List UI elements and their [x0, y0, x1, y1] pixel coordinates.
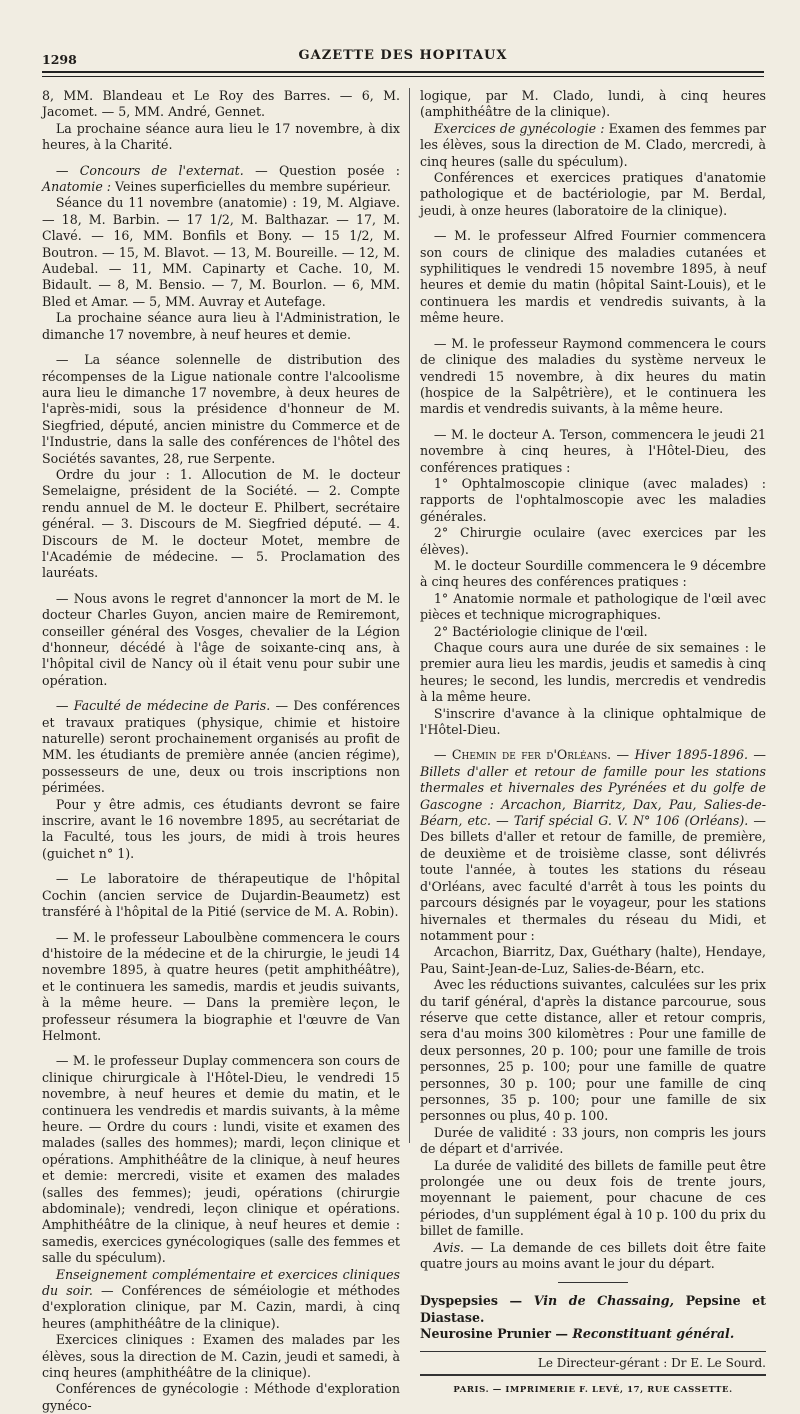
paragraph: — Faculté de médecine de Paris. — Des conférences et travaux pratiques (physique, chimie et histoire naturelle) seront prochainement organisés au profit de MM. les étudiants de première année (ancien régime), possesseurs de une, deux ou trois inscriptions non périmées.: [42, 698, 400, 796]
page-number: 1298: [42, 52, 77, 67]
paragraph: La prochaine séance aura lieu le 17 novembre, à dix heures, à la Charité.: [42, 120, 400, 153]
paragraph: Conférences et exercices pratiques d'anatomie pathologique et de bactériologie, par M. Berdal, jeudi, à onze heures (laboratoire de la clinique).: [420, 170, 766, 218]
director-signature: Le Directeur-gérant : Dr E. Le Sourd.: [420, 1351, 766, 1376]
paragraph: 1° Ophtalmoscopie clinique (avec malades) : rapports de l'ophtalmoscopie avec les maladies générales.: [420, 475, 766, 524]
paragraph: La durée de validité des billets de famille peut être prolongée une ou deux fois de trente jours, moyennant le paiement, pour chacune de ces périodes, d'un supplément égal à 10 p. 100 du prix du billet de famille.: [420, 1157, 766, 1239]
paragraph: Arcachon, Biarritz, Dax, Guéthary (halte), Hendaye, Pau, Saint-Jean-de-Luz, Salies-de-Béarn, etc.: [420, 944, 766, 976]
paragraph: 1° Anatomie normale et pathologique de l'œil avec pièces et technique micrographiques.: [420, 590, 766, 623]
paragraph: — Le laboratoire de thérapeutique de l'hôpital Cochin (ancien service de Dujardin-Beaumetz) est transféré à l'hôpital de la Pitié (service de M. A. Robin).: [42, 871, 400, 920]
advertisement-line: Dyspepsies — Vin de Chassaing, Pepsine et Diastase.: [420, 1293, 766, 1325]
paragraph: 2° Chirurgie oculaire (avec exercices par les élèves).: [420, 525, 766, 557]
column-divider: [409, 88, 410, 1143]
right-column: [420, 88, 766, 1396]
paragraph: Ordre du jour : 1. Allocution de M. le docteur Semelaigne, président de la Société. — 2. Compte rendu annuel de M. le docteur E. Philbert, secrétaire général. — 3. Discours de M. Siegfried député. — 4. Discours de M. le docteur Motet, membre de l'Académie de médecine. — 5. Proclamation des lauréats.: [42, 466, 400, 581]
paragraph: Chaque cours aura une durée de six semaines : le premier aura lieu les mardis, jeudis et samedis à cinq heures; le second, les lundis, mercredis et vendredis à la même heure.: [420, 640, 766, 705]
paragraph: — M. le professeur Alfred Fournier commencera son cours de clinique des maladies cutanées et syphilitiques le vendredi 15 novembre 1895, à neuf heures et demie du matin (hôpital Saint-Louis), et le continuera les mardis et vendredis suivants, à la même heure.: [420, 228, 766, 326]
paragraph: — Concours de l'externat. — Question posée : Anatomie : Veines superficielles du membre supérieur.: [42, 162, 400, 195]
paragraph: — M. le professeur Raymond commencera le cours de clinique des maladies du système nerveux le vendredi 15 novembre, à dix heures du matin (hospice de la Salpêtrière), et le continuera les mardis et vendredis suivants, à la même heure.: [420, 335, 766, 417]
paragraph: Conférences de gynécologie : Méthode d'exploration gynéco-: [42, 1381, 400, 1413]
paragraph: — Nous avons le regret d'annoncer la mort de M. le docteur Charles Guyon, ancien maire de Remiremont, conseiller général des Vosges, chevalier de la Légion d'honneur, décédé à l'âge de soixante-cinq ans, à l'hôpital civil de Nancy où il était venu pour subir une opération.: [42, 590, 400, 688]
paragraph: logique, par M. Clado, lundi, à cinq heures (amphithéâtre de la clinique).: [420, 88, 766, 120]
paragraph: Exercices de gynécologie : Examen des femmes par les élèves, sous la direction de M. Clado, mercredi, à cinq heures (salle du spéculum).: [420, 120, 766, 169]
page-header: [42, 48, 764, 70]
paragraph: La prochaine séance aura lieu à l'Administration, le dimanche 17 novembre, à neuf heures et demie.: [42, 310, 400, 342]
paragraph: M. le docteur Sourdille commencera le 9 décembre à cinq heures des conférences pratiques :: [420, 557, 766, 590]
paragraph: — M. le docteur A. Terson, commencera le jeudi 21 novembre à cinq heures, à l'Hôtel-Dieu, des conférences pratiques :: [420, 426, 766, 475]
paragraph: Séance du 11 novembre (anatomie) : 19, M. Algiave. — 18, M. Barbin. — 17 1/2, M. Balthazar. — 17, M. Clavé. — 16, MM. Bonfils et Bony. — 15 1/2, M. Boutron. — 15, M. Blavot. — 13, M. Boureille. — 12, M. Audebal. — 11, MM. Capinarty et Cache. 10, M. Bidault. — 8, M. Bensio. — 7, M. Bourlon. — 6, MM. Bled et Amar. — 5, MM. Auvray et Autefage.: [42, 195, 400, 309]
paragraph: S'inscrire d'avance à la clinique ophtalmique de l'Hôtel-Dieu.: [420, 705, 766, 738]
paragraph: — La séance solennelle de distribution des récompenses de la Ligue nationale contre l'alcoolisme aura lieu le dimanche 17 novembre, à deux heures de l'après-midi, sous la présidence d'honneur de M. Siegfried, député, ancien ministre du Commerce et de l'Industrie, dans la salle des conférences de l'hôtel des Sociétés savantes, 28, rue Serpente.: [42, 352, 400, 466]
paragraph: Exercices cliniques : Examen des malades par les élèves, sous la direction de M. Cazin, jeudi et samedi, à cinq heures (amphithéâtre de la clinique).: [42, 1332, 400, 1381]
running-title: GAZETTE DES HOPITAUX: [298, 48, 508, 63]
paragraph: — M. le professeur Duplay commencera son cours de clinique chirurgicale à l'Hôtel-Dieu, le vendredi 15 novembre, à neuf heures et demie du matin, et le continuera les vendredis et mardis suivants, à la même heure. — Ordre du cours : lundi, visite et examen des malades (salles des hommes); mardi, leçon clinique et opérations. Amphithéâtre de la clinique, à neuf heures et demie: mercredi, visite et examen des malades (salles des femmes); jeudi, opérations (chirurgie abdominale); vendredi, leçon clinique et opérations. Amphithéâtre de la clinique, à neuf heures et demie : samedis, exercices gynécologiques (salle des femmes et salle du spéculum).: [42, 1053, 400, 1266]
paragraph: Pour y être admis, ces étudiants devront se faire inscrire, avant le 16 novembre 1895, au secrétariat de la Faculté, tous les jours, de midi à trois heures (guichet n° 1).: [42, 796, 400, 861]
left-column: [42, 88, 401, 1413]
paragraph: Avec les réductions suivantes, calculées sur les prix du tarif général, d'après la distance parcourue, sous réserve que cette distance, aller et retour compris, sera d'au moins 300 kilomètres : Pour une famille de deux personnes, 20 p. 100; pour une famille de trois personnes, 25 p. 100; pour une famille de quatre personnes, 30 p. 100; pour une famille de cinq personnes, 35 p. 100; pour une famille de six personnes ou plus, 40 p. 100.: [420, 977, 766, 1124]
advertisement-line: Neurosine Prunier — Reconstituant général.: [420, 1326, 735, 1342]
header-rule-thick: [42, 71, 764, 73]
section-divider: [558, 1282, 628, 1283]
paragraph: 8, MM. Blandeau et Le Roy des Barres. — 6, M. Jacomet. — 5, MM. André, Gennet.: [42, 88, 400, 120]
printer-imprint: PARIS. — IMPRIMERIE F. LEVÉ, 17, RUE CASSETTE.: [453, 1385, 733, 1396]
paragraph: — M. le professeur Laboulbène commencera le cours d'histoire de la médecine et de la chirurgie, le jeudi 14 novembre 1895, à quatre heures (petit amphithéâtre), et le continuera les samedis, mardis et jeudis suivants, à la même heure. — Dans la première leçon, le professeur résumera la biographie et l'œuvre de Van Helmont.: [42, 929, 400, 1043]
paragraph: Durée de validité : 33 jours, non compris les jours de départ et d'arrivée.: [420, 1124, 766, 1157]
paragraph: Enseignement complémentaire et exercices cliniques du soir. — Conférences de séméiologie et méthodes d'exploration clinique, par M. Cazin, mardi, à cinq heures (amphithéâtre de la clinique).: [42, 1266, 401, 1331]
paragraph: — Chemin de fer d'Orléans. — Hiver 1895-1896. — Billets d'aller et retour de famille pour les stations thermales et hivernales des Pyrénées et du golfe de Gascogne : Arcachon, Biarritz, Dax, Pau, Salies-de-Béarn, etc. — Tarif spécial G. V. N° 106 (Orléans). — Des billets d'aller et retour de famille, de première, de deuxième et de troisième classe, sont délivrés toute l'année, à toutes les stations du réseau d'Orléans, avec faculté d'arrêt à tous les points du parcours désignés par le voyageur, pour les stations hivernales et thermales du réseau du Midi, et notamment pour :: [420, 747, 766, 943]
paragraph: 2° Bactériologie clinique de l'œil.: [433, 623, 648, 639]
header-rule-thin: [42, 76, 764, 77]
paragraph: Avis. — La demande de ces billets doit être faite quatre jours au moins avant le jour du départ.: [420, 1239, 766, 1272]
